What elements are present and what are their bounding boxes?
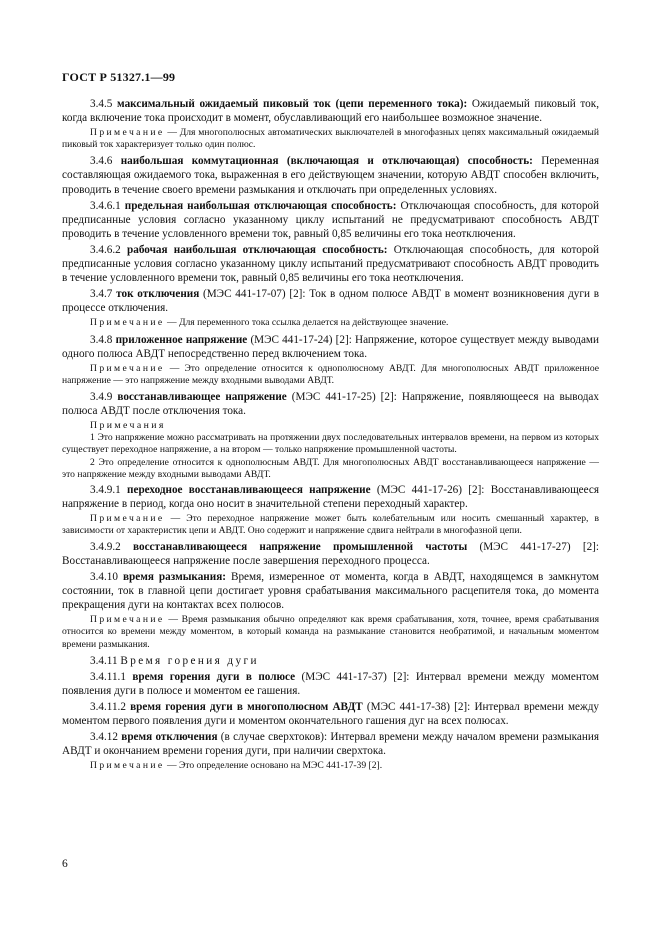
- clause-number: 3.4.11.2: [90, 700, 126, 713]
- note-label: Примечание: [90, 614, 165, 626]
- clause-3-4-9-1: [62, 483, 599, 511]
- note-item: 1 Это напряжение можно рассматривать на протяжении двух последовательных интервалов времени, на первом из которых существует переходное напряжение, а на втором — только напряжение промышленной частоты.: [62, 432, 599, 456]
- term: восстанавливающее напряжение: [117, 390, 287, 403]
- clause-3-4-6-2: [62, 243, 599, 285]
- note-text: — Это определение относится к однополюсному АВДТ. Для многополюсных АВДТ приложенное напряжение — это напряжение между входными выводами АВДТ.: [62, 362, 599, 386]
- clause-number: 3.4.9.2: [90, 540, 121, 553]
- clause-number: 3.4.10: [90, 571, 118, 584]
- note-text: — Это переходное напряжение может быть колебательным или носить смешанный характер, в зависимости от характеристик цепи и АВДТ. Оно содержит и напряжение сдвига нейтрали в многофазной цепи.: [62, 512, 599, 536]
- clause-number: 3.4.12: [90, 731, 118, 744]
- term: время горения дуги в многополюсном АВДТ: [130, 700, 363, 713]
- note-label: Примечание: [90, 317, 165, 329]
- definition: Переменная составляющая ожидаемого тока, выраженная в его действующем значении, которую АВДТ способен включить, проводить в течение своего времени размыкания и отключать при определенных условиях.: [62, 155, 599, 196]
- note-text: — Для переменного тока ссылка делается на действующее значение.: [164, 317, 449, 329]
- definition: (МЭС 441-17-07) [2]: Ток в одном полюсе АВДТ в момент возникновения дуги в процессе отключения.: [62, 288, 599, 315]
- clause-3-4-9: [62, 390, 599, 418]
- term: время размыкания:: [123, 571, 226, 584]
- definition: Время, измеренное от момента, когда в АВДТ, находящемся в замкнутом состоянии, ток в главной цепи достигает уровня срабатывания максимального расцепителя тока, до момента прекращения дуги на контактах всех полюсов.: [62, 571, 600, 612]
- notes-heading: Примечания: [90, 420, 166, 432]
- definition: (МЭС 441-17-27) [2]: Восстанавливающееся напряжение после завершения переходного процесса.: [62, 540, 600, 567]
- note-item: 2 Это определение относится к однополюсным АВДТ. Для многополюсных АВДТ восстанавливающееся напряжение — это напряжение между входными выводами АВДТ.: [62, 457, 599, 481]
- definition: (в случае сверхтоков): Интервал времени между началом времени размыкания АВДТ и окончанием времени горения дуги, при наличии сверхтока.: [62, 731, 599, 758]
- definition: (МЭС 441-17-25) [2]: Напряжение, появляющееся на выводах полюса АВДТ после отключения тока.: [62, 390, 599, 417]
- note-label: Примечание: [90, 127, 165, 139]
- note: [62, 614, 599, 650]
- definition: (МЭС 441-17-38) [2]: Интервал времени между моментом первого появления дуги и моментом окончательного гашения дуг на всех полюсах.: [62, 700, 600, 728]
- clause-3-4-11-1: [62, 670, 599, 698]
- clause-3-4-10: [62, 570, 599, 612]
- clause-3-4-5: [62, 97, 599, 125]
- definition: (МЭС 441-17-37) [2]: Интервал времени между моментом появления дуги в полюсе и моментом ее гашения.: [62, 670, 600, 697]
- definition: (МЭС 441-17-24) [2]: Напряжение, которое существует между выводами одного полюса АВДТ непосредственно перед включением тока.: [62, 333, 599, 360]
- note: [62, 317, 599, 329]
- definition: (МЭС 441-17-26) [2]: Восстанавливающееся напряжение в период, когда оно носит в значительной степени переходный характер.: [62, 483, 599, 510]
- clause-number: 3.4.6: [90, 155, 113, 168]
- clause-number: 3.4.6.1: [90, 199, 121, 212]
- clause-number: 3.4.6.2: [90, 243, 121, 256]
- note: [62, 363, 599, 387]
- spaced-heading: Время горения дуги: [120, 654, 259, 667]
- note-label: Примечание: [90, 362, 165, 374]
- term: рабочая наибольшая отключающая способность:: [127, 243, 388, 256]
- term: время горения дуги в полюсе: [132, 670, 296, 683]
- clause-number: 3.4.9.1: [90, 483, 121, 496]
- term: максимальный ожидаемый пиковый ток (цепи переменного тока):: [117, 98, 468, 110]
- definition: Ожидаемый пиковый ток, когда включение тока происходит в момент, обуславливающий его наибольшее возможное значение.: [62, 98, 599, 125]
- term: восстанавливающееся напряжение промышленной частоты: [133, 540, 468, 553]
- document-code: ГОСТ Р 51327.1—99: [62, 70, 176, 84]
- note: [62, 760, 599, 772]
- clause-3-4-11-2: [62, 700, 599, 728]
- term: переходное восстанавливающееся напряжение: [127, 483, 371, 496]
- clause-3-4-12: [62, 730, 599, 758]
- term: приложенное напряжение: [115, 333, 248, 346]
- note-label: Примечание: [90, 760, 165, 772]
- note: [62, 513, 599, 537]
- note-text: — Это определение основано на МЭС 441-17-39 [2].: [164, 760, 383, 772]
- note-text: — Для многополюсных автоматических выключателей в многофазных цепях максимальный ожидаемый пиковый ток характеризует только один полюс.: [62, 127, 599, 151]
- clause-number: 3.4.11: [90, 654, 118, 667]
- term: ток отключения: [116, 288, 200, 301]
- definition: Отключающая способность, для которой предписанные условия согласно указанному циклу испытаний предусматривают способность АВДТ проводить в течение условленного времени ток, равный 0,85 величины его тока неотключения.: [62, 243, 599, 285]
- clause-3-4-6: [62, 154, 599, 196]
- definition: Отключающая способность, для которой предписанные условия согласно указанному циклу испытаний не предусматривают способность АВДТ проводить в течение условленного времени ток, равный 0,85 величины его тока неотключения.: [62, 199, 599, 240]
- clause-number: 3.4.7: [90, 288, 113, 301]
- page-number: 6: [62, 858, 68, 870]
- term: время отключения: [121, 731, 218, 744]
- clause-3-4-6-1: [62, 199, 599, 241]
- clause-number: 3.4.8: [90, 333, 113, 346]
- clause-3-4-7: [62, 287, 599, 315]
- note-text: — Время размыкания обычно определяют как время срабатывания, хотя, точнее, время срабатывания относится ко времени между моментом, в который команда на размыкание становится необратимой, и начальным моментом времени размыкания.: [62, 614, 599, 650]
- note-label: Примечание: [90, 512, 165, 524]
- clause-3-4-9-2: [62, 540, 599, 568]
- page-body: [62, 97, 599, 775]
- note: [62, 127, 599, 151]
- clause-number: 3.4.9: [90, 390, 113, 403]
- clause-3-4-11: [62, 654, 599, 668]
- clause-number: 3.4.5: [90, 98, 113, 110]
- term: предельная наибольшая отключающая способность:: [124, 199, 397, 212]
- clause-number: 3.4.11.1: [90, 670, 126, 683]
- term: наибольшая коммутационная (включающая и отключающая) способность:: [120, 155, 533, 168]
- clause-3-4-8: [62, 333, 599, 361]
